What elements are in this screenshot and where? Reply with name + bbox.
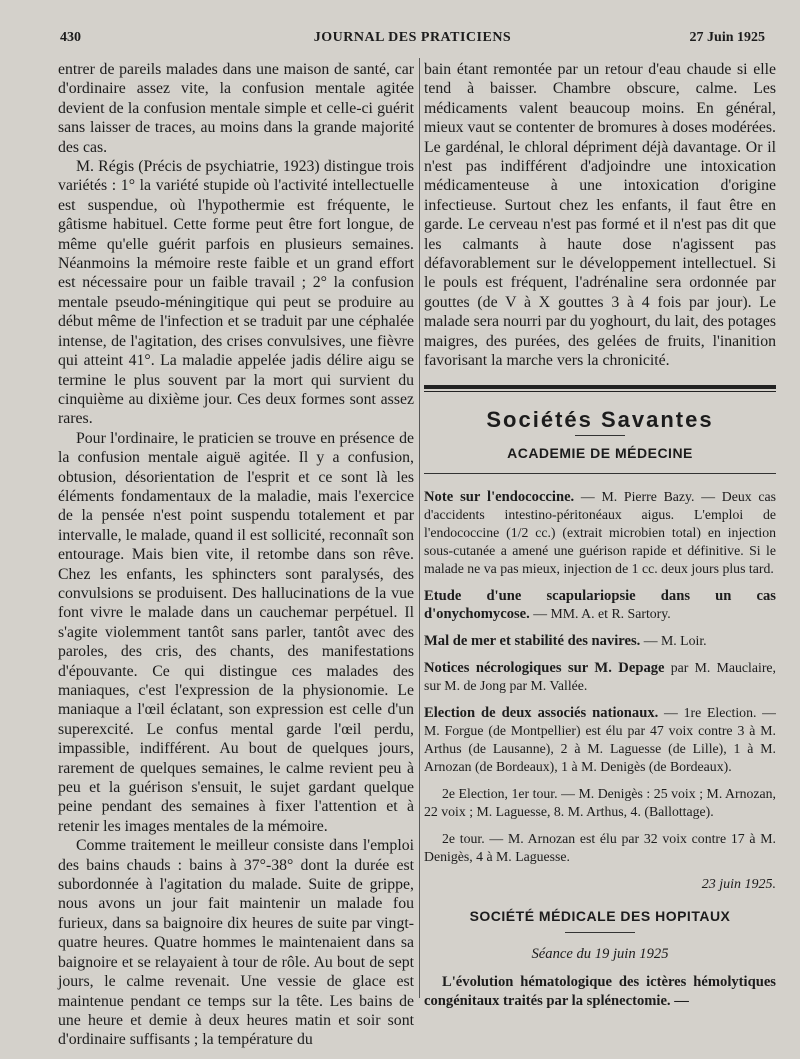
section-rule xyxy=(424,385,776,389)
page-header xyxy=(60,30,765,48)
section-rule xyxy=(424,391,776,392)
paragraph: entrer de pareils malades dans une maison de santé, car d'ordinaire assez vite, la confusion mentale agitée devient de la confusion mentale simple et celle-ci guérit sans laisser de traces, au moins dans la grande majorité des cas. xyxy=(58,61,414,156)
report-title: Election de deux associés nationaux. xyxy=(424,705,659,722)
report-item xyxy=(424,830,776,866)
divider xyxy=(565,932,635,933)
divider xyxy=(424,473,776,474)
paragraph: bain étant remontée par un retour d'eau chaude si elle tend à baisser. Chambre obscure, calme. Les médicaments valent beaucoup moins. En général, mieux vaut se contenter de bromures à doses modérées. Le gardénal, le chloral dépriment déjà davantage. Or il n'est pas indifférent d'adjoindre une intoxication médicamenteuse à une intoxication d'origine infectieuse. Surtout chez les enfants, il faut être en garde. Le cerveau n'est pas formé et il n'est pas dit que les calmants à haute dose n'agissent pas défavorablement sur le développement intellectuel. Si le pouls est fréquent, l'adrénaline sera ordonnée par gouttes (de V à X gouttes 3 à 4 fois par jour). Le malade sera nourri par du yoghourt, du lait, des potages maigres, des purées, des gelées de fruits, l'inanition favorisant la marche vers la chronicité. xyxy=(424,61,776,370)
report-item xyxy=(424,704,776,776)
report-title: Notices nécrologiques sur M. Depage xyxy=(424,660,665,677)
report-text: 2e tour. — M. Arnozan est élu par 32 voix contre 17 à M. Denigès, 4 à M. Laguesse. xyxy=(424,831,776,865)
report-text: — MM. A. et R. Sartory. xyxy=(529,606,671,622)
session-date: Séance du 19 juin 1925 xyxy=(531,946,669,963)
paragraph: Comme traitement le meilleur consiste dans l'emploi des bains chauds : bains à 37°-38° dont la durée est subordonnée à l'agitation du malade. Suite de grippe, nous avons un jour fait maintenir un malade fou furieux, dans sa baignoire dix heures de suite par vingt-quatre heures. Quatre hommes le maintenaient dans sa baignoire et se relayaient à tour de rôle. Au bout de sept jours, le calme revenait. Une vessie de glace est maintenue pendant ce temps sur la tête. Les bains de une heure et demie à deux heures matin et soir sont d'ordinaire suffisants ; la température du xyxy=(58,837,414,1049)
page-number: 430 xyxy=(60,30,81,45)
report-item xyxy=(424,587,776,623)
report-title: Note sur l'endococcine. xyxy=(424,489,575,506)
report-title: L'évolution hématologique des ictères hémolytiques congénitaux traités par la splénectomie. — xyxy=(424,973,776,1009)
column-divider xyxy=(419,58,420,998)
society-heading: SOCIÉTÉ MÉDICALE DES HOPITAUX xyxy=(469,907,731,924)
report-text: — M. Loir. xyxy=(640,633,707,649)
issue-date: 27 Juin 1925 xyxy=(689,30,765,45)
left-column xyxy=(58,60,414,1050)
report-title: Mal de mer et stabilité des navires. xyxy=(424,633,641,650)
report-item xyxy=(424,632,776,650)
report-text: — M. Pierre Bazy. — Deux cas d'accidents intestino-péritonéaux aigus. L'emploi de l'endococcine (1/2 cc.) (extrait microbien total) en injection sous-cutanée a amené une guérison rapide et définitive. Si le malade ne va pas mieux, injection de 1 cc. deux jours plus tard. xyxy=(424,489,776,577)
paragraph: Pour l'ordinaire, le praticien se trouve en présence de la confusion mentale aiguë agitée. Il y a confusion, obtusion, désorientation de l'esprit et ce sont là les éléments fondamentaux de la maladie, mais l'exercice de la pensée n'est point suspendu totalement et par intervalle, le malade, quand il est sollicité, reconnaît son entourage. Mais bien vite, il retombe dans son rêve. Chez les enfants, les sphincters sont paralysés, des convulsions se produisent. Des hallucinations de la vue font vivre le malade dans un cauchemar perpétuel. Il s'agite violemment tantôt sans parler, tantôt avec des paroles, des cris, des chants, des manifestations d'épouvante. Ce qui distingue ces malades des maniaques, c'est l'expression de la physionomie. Le maniaque a l'œil éclatant, son expression est celle d'un superexcité. Le confus mental garde l'œil perdu, impassible, indifférent. Au bout de quelques jours, rarement de quelques semaines, le calme revient peu à peu et la guérison s'ensuit, le sujet gardant quelque peine pendant des semaines à fixer l'attention et à retenir les images mentales de la mémoire. xyxy=(58,429,414,835)
report-text: 2e Election, 1er tour. — M. Denigès : 25 voix ; M. Arnozan, 22 voix ; M. Laguesse, 8. M. Arthus, 4. (Ballottage). xyxy=(424,786,776,820)
report-text: par M. Mauclaire, sur M. de Jong par M. Vallée. xyxy=(424,660,776,694)
academy-heading: ACADEMIE DE MÉDECINE xyxy=(507,444,693,461)
journal-title: JOURNAL DES PRATICIENS xyxy=(313,30,512,45)
report-item xyxy=(424,785,776,821)
report-date: 23 juin 1925. xyxy=(701,877,776,893)
report-text: — 1re Election. — M. Forgue (de Montpellier) est élu par 47 voix contre 3 à M. Arthus (de Lausanne), 2 à M. Laguesse (de Lille), 1 à M. Arnozan (de Bordeaux), 1 à M. Denigès (de Bordeaux). xyxy=(424,705,776,775)
report-item xyxy=(424,488,776,578)
report-item xyxy=(424,659,776,695)
section-title: Sociétés Savantes xyxy=(486,406,714,432)
divider xyxy=(575,435,625,436)
report-title: Etude d'une scapulariopsie dans un cas d'onychomycose. xyxy=(424,588,776,623)
paragraph: M. Régis (Précis de psychiatrie, 1923) distingue trois variétés : 1° la variété stupide où l'activité intellectuelle est suspendue, où l'hypothermie est fréquente, le gâtisme habituel. Cette forme peut être fort longue, de même qu'elle guérit parfois en plusieurs semaines. Néanmoins la mémoire reste faible et un grand effort est nécessaire pour un faible travail ; 2° la confusion mentale pseudo-méningitique qui peut se produire au début même de l'infection et se traduit par une céphalée intense, de l'agitation, des crises convulsives, une fièvre qui atteint 41°. La maladie appelée jadis délire aigu se termine le plus souvent par la mort qui survient du cinquième au dixième jour. Ces deux formes sont assez rares. xyxy=(58,158,414,428)
right-column xyxy=(424,60,776,1011)
